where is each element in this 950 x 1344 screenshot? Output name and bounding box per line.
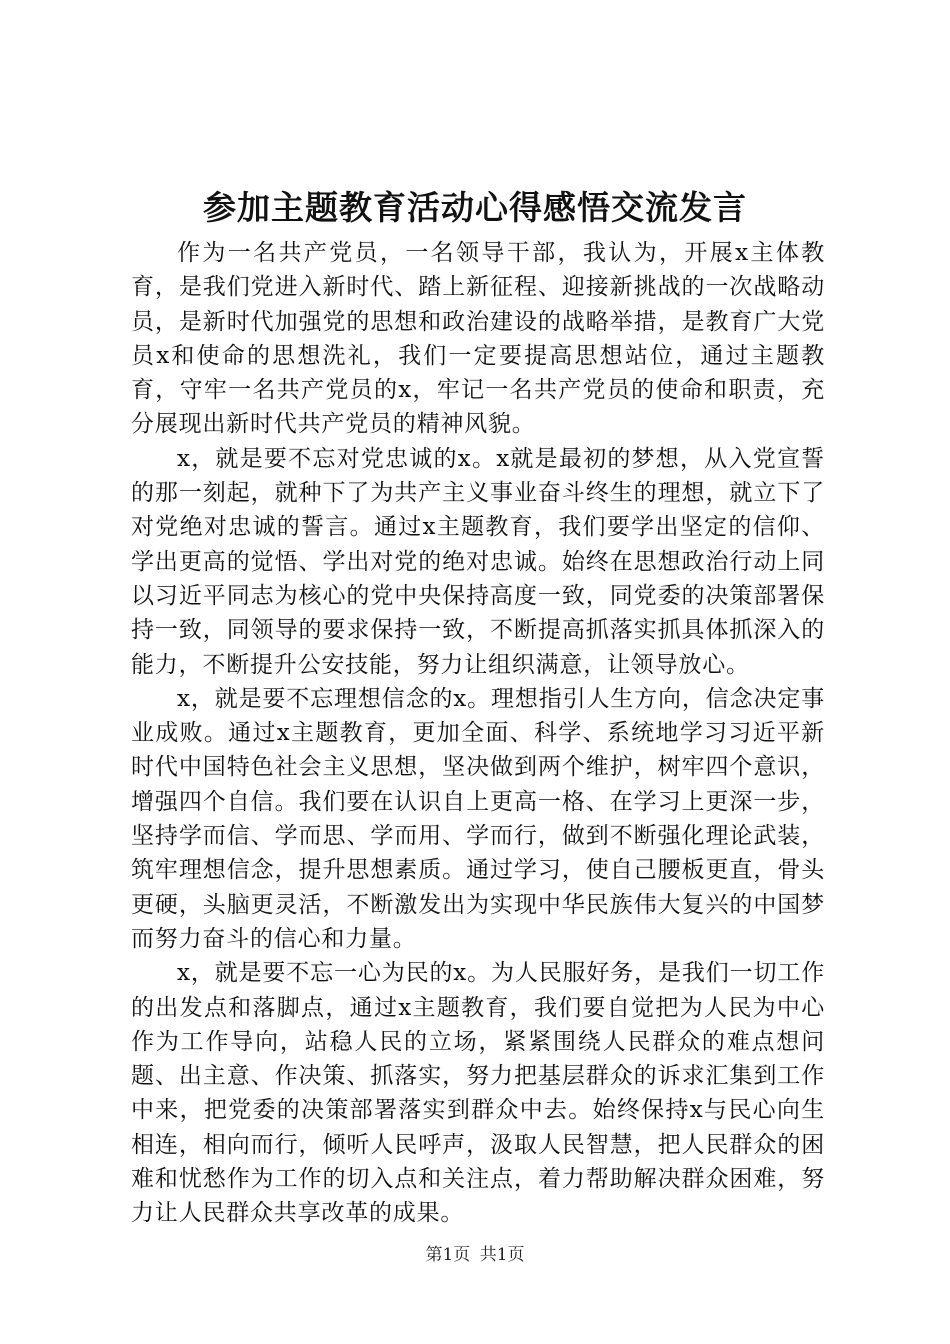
paragraph-people: x，就是要不忘一心为民的x。为人民服好务，是我们一切工作的出发点和落脚点，通过x主题教育，我们要自觉把为人民为中心作为工作导向，站稳人民的立场，紧紧围绕人民群众的难点想问题、出主意、作决策、抓落实，努力把基层群众的诉求汇集到工作中来，把党委的决策部署落实到群众中去。始终保持x与民心向生相连，相向而行，倾听人民呼声，汲取人民智慧，把人民群众的困难和忧愁作为工作的切入点和关注点，着力帮助解决群众困难，努力让人民群众共享改革的成果。	[131, 960, 825, 1227]
document-body	[131, 236, 825, 1231]
paragraph-intro: 作为一名共产党员，一名领导干部，我认为，开展x主体教育，是我们党进入新时代、踏上新征程、迎接新挑战的一次战略动员，是新时代加强党的思想和政治建设的战略举措，是教育广大党员x和使命的思想洗礼，我们一定要提高思想站位，通过主题教育，守牢一名共产党员的x，牢记一名共产党员的使命和职责，充分展现出新时代共产党员的精神风貌。	[131, 240, 825, 438]
page-footer	[0, 1243, 950, 1267]
document-title: 参加主题教育活动心得感悟交流发言	[203, 188, 747, 227]
page-total: 共1页	[479, 1245, 525, 1265]
paragraph-ideals: x，就是要不忘理想信念的x。理想指引人生方向，信念决定事业成败。通过x主题教育，更加全面、科学、系统地学习习近平新时代中国特色社会主义思想，坚决做到两个维护，树牢四个意识，增强四个自信。我们要在认识自上更高一格、在学习上更深一步，坚持学而信、学而思、学而用、学而行，做到不断强化理论武装，筑牢理想信念，提升思想素质。通过学习，使自己腰板更直，骨头更硬，头脑更灵活，不断激发出为实现中华民族伟大复兴的中国梦而努力奋斗的信心和力量。	[131, 685, 825, 952]
page-number: 第1页	[425, 1245, 471, 1265]
paragraph-loyalty: x，就是要不忘对党忠诚的x。x就是最初的梦想，从入党宣誓的那一刻起，就种下了为共产主义事业奋斗终生的理想，就立下了对党绝对忠诚的誓言。通过x主题教育，我们要学出坚定的信仰、学出更高的觉悟、学出对党的绝对忠诚。始终在思想政治行动上同以习近平同志为核心的党中央保持高度一致，同党委的决策部署保持一致，同领导的要求保持一致，不断提高抓落实抓具体抓深入的能力，不断提升公安技能，努力让组织满意，让领导放心。	[131, 445, 825, 678]
